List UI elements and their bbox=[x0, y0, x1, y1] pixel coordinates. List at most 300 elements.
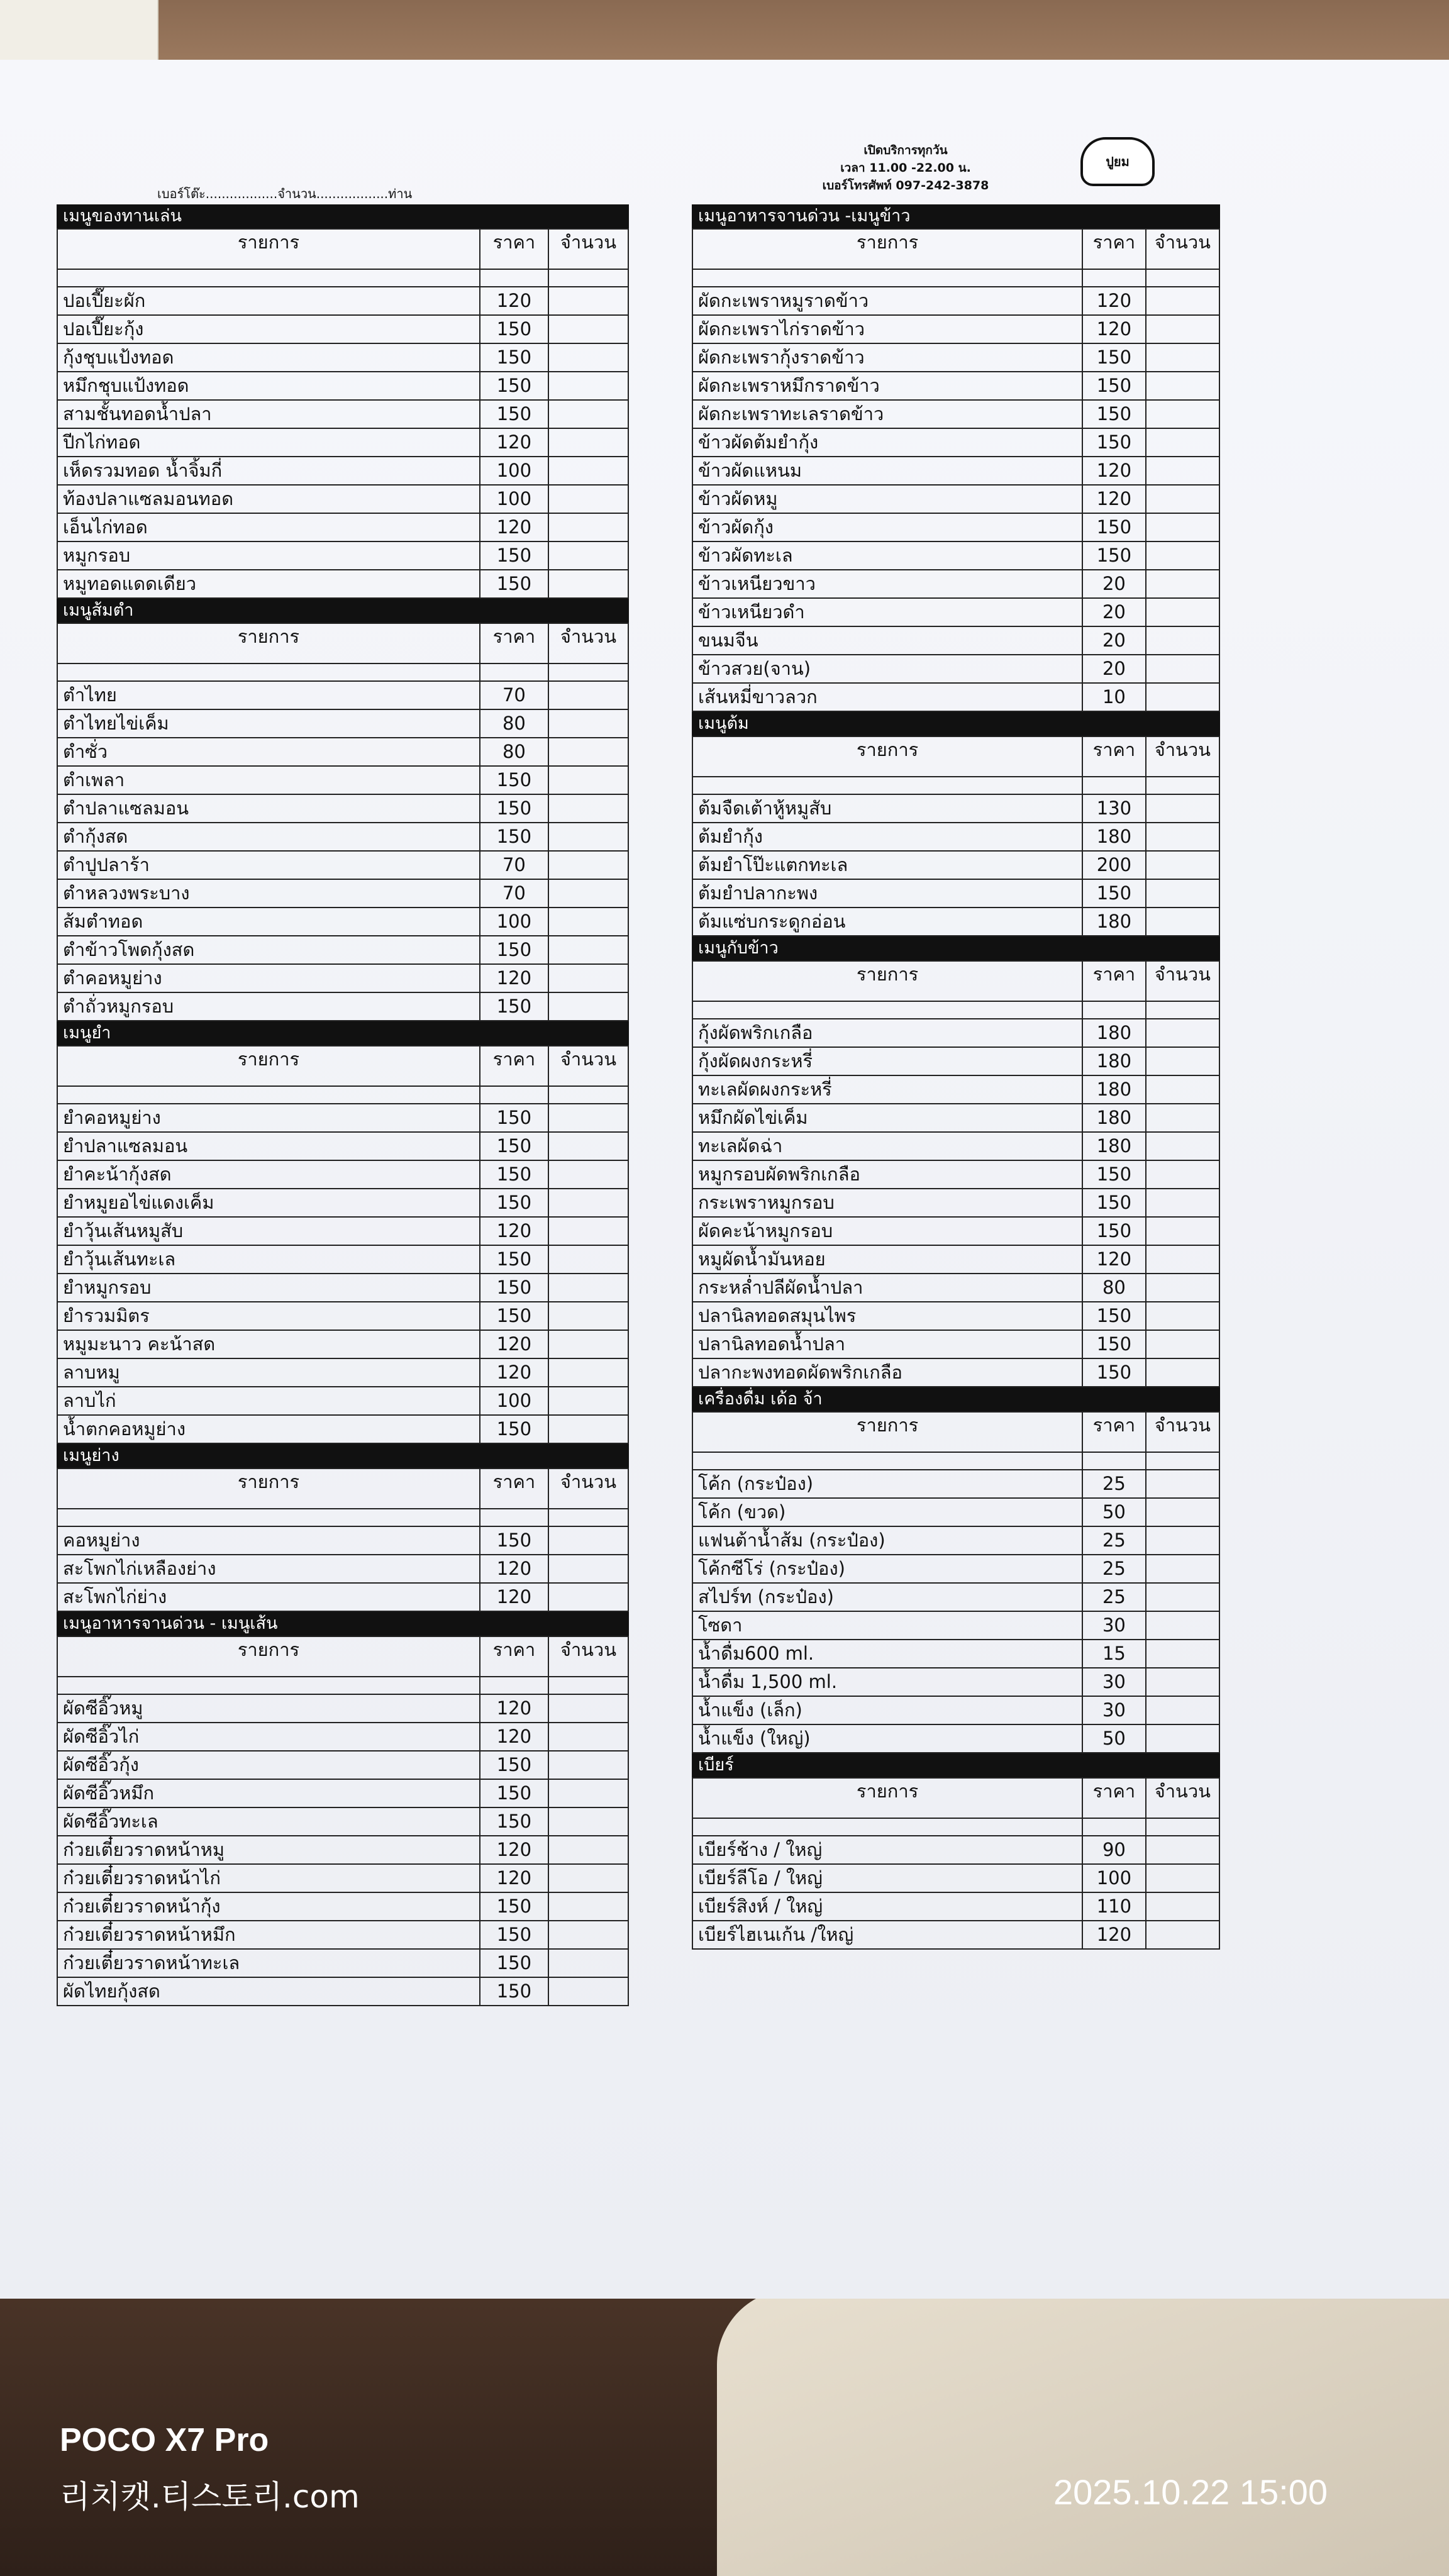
table-header-row bbox=[692, 961, 1219, 1001]
menu-item-name: กุ้งผัดผงกระหรี่ bbox=[692, 1047, 1082, 1075]
menu-item-qty-cell[interactable] bbox=[548, 1583, 628, 1611]
menu-item-name: หมูกรอบผัดพริกเกลือ bbox=[692, 1160, 1082, 1189]
column-header-qty: จำนวน bbox=[1146, 961, 1219, 1001]
menu-item-qty-cell[interactable] bbox=[548, 1526, 628, 1555]
menu-item-price: 150 bbox=[480, 1892, 548, 1921]
menu-item-qty-cell[interactable] bbox=[1146, 1160, 1219, 1189]
menu-item-qty-cell[interactable] bbox=[548, 485, 628, 513]
menu-item-price: 150 bbox=[480, 372, 548, 400]
menu-item-qty-cell[interactable] bbox=[548, 457, 628, 485]
menu-item-price: 130 bbox=[1082, 794, 1146, 823]
menu-item-qty-cell[interactable] bbox=[1146, 1274, 1219, 1302]
menu-item-qty-cell[interactable] bbox=[548, 1245, 628, 1274]
menu-item-price: 150 bbox=[1082, 1160, 1146, 1189]
menu-item-name: ปีกไก่ทอด bbox=[57, 428, 480, 457]
menu-item-name: ทะเลผัดผงกระหรี่ bbox=[692, 1075, 1082, 1104]
menu-item-qty-cell[interactable] bbox=[1146, 1302, 1219, 1330]
menu-item-name: โค้ก (กระป๋อง) bbox=[692, 1470, 1082, 1498]
menu-item-qty-cell[interactable] bbox=[1146, 683, 1219, 711]
menu-item-row bbox=[57, 343, 628, 372]
spacer-cell bbox=[57, 1509, 480, 1526]
menu-item-row bbox=[692, 908, 1219, 936]
column-header-qty: จำนวน bbox=[548, 1046, 628, 1086]
menu-item-qty-cell[interactable] bbox=[1146, 315, 1219, 343]
menu-item-row bbox=[692, 1274, 1219, 1302]
menu-item-row bbox=[692, 1189, 1219, 1217]
menu-item-name: ข้าวเหนียวดำ bbox=[692, 598, 1082, 626]
menu-item-qty-cell[interactable] bbox=[548, 1358, 628, 1387]
menu-item-qty-cell[interactable] bbox=[548, 738, 628, 766]
spacer-cell bbox=[57, 269, 480, 287]
menu-item-qty-cell[interactable] bbox=[1146, 851, 1219, 879]
spacer-cell bbox=[57, 663, 480, 681]
menu-item-price: 150 bbox=[480, 1274, 548, 1302]
column-header-qty: จำนวน bbox=[1146, 1778, 1219, 1818]
menu-item-price: 150 bbox=[480, 315, 548, 343]
menu-item-price: 180 bbox=[1082, 823, 1146, 851]
menu-item-price: 120 bbox=[480, 1555, 548, 1583]
menu-item-qty-cell[interactable] bbox=[548, 1751, 628, 1779]
menu-item-price: 150 bbox=[1082, 1358, 1146, 1387]
menu-item-qty-cell[interactable] bbox=[548, 343, 628, 372]
menu-item-name: ก๋วยเตี๋ยวราดหน้าทะเล bbox=[57, 1949, 480, 1977]
menu-item-price: 120 bbox=[1082, 315, 1146, 343]
menu-section bbox=[692, 712, 1220, 936]
column-header-price: ราคา bbox=[480, 1468, 548, 1509]
menu-item-name: สะโพกไก่ย่าง bbox=[57, 1583, 480, 1611]
menu-item-price: 30 bbox=[1082, 1611, 1146, 1640]
menu-item-qty-cell[interactable] bbox=[548, 428, 628, 457]
menu-table bbox=[57, 228, 629, 599]
menu-item-row bbox=[57, 1807, 628, 1836]
menu-item-row bbox=[57, 1217, 628, 1245]
menu-section bbox=[692, 936, 1220, 1387]
menu-item-row bbox=[57, 513, 628, 541]
menu-item-name: น้ำแข็ง (เล็ก) bbox=[692, 1696, 1082, 1724]
section-title: เมนูส้มตำ bbox=[57, 599, 629, 623]
menu-item-name: ปลานิลทอดสมุนไพร bbox=[692, 1302, 1082, 1330]
menu-table bbox=[692, 1777, 1220, 1950]
menu-item-qty-cell[interactable] bbox=[548, 1723, 628, 1751]
menu-item-name: ก๋วยเตี๋ยวราดหน้าไก่ bbox=[57, 1864, 480, 1892]
menu-item-price: 150 bbox=[1082, 1330, 1146, 1358]
menu-item-qty-cell[interactable] bbox=[548, 315, 628, 343]
menu-item-price: 100 bbox=[480, 457, 548, 485]
menu-item-price: 80 bbox=[1082, 1274, 1146, 1302]
menu-item-qty-cell[interactable] bbox=[548, 372, 628, 400]
menu-item-qty-cell[interactable] bbox=[1146, 1075, 1219, 1104]
menu-table bbox=[692, 960, 1220, 1387]
menu-item-row bbox=[692, 794, 1219, 823]
menu-item-qty-cell[interactable] bbox=[548, 1892, 628, 1921]
menu-item-row bbox=[57, 1160, 628, 1189]
menu-item-qty-cell[interactable] bbox=[1146, 1836, 1219, 1864]
menu-item-name: ต้มยำปลากะพง bbox=[692, 879, 1082, 908]
menu-item-name: หมูกรอบ bbox=[57, 541, 480, 570]
menu-item-row bbox=[692, 1836, 1219, 1864]
menu-item-row bbox=[57, 457, 628, 485]
menu-item-name: ลาบหมู bbox=[57, 1358, 480, 1387]
menu-table bbox=[57, 1468, 629, 1612]
menu-item-row bbox=[692, 1611, 1219, 1640]
menu-item-name: เส้นหมี่ขาวลวก bbox=[692, 683, 1082, 711]
section-title: เมนูยำ bbox=[57, 1021, 629, 1045]
menu-item-row bbox=[57, 287, 628, 315]
menu-item-name: ตำไทย bbox=[57, 681, 480, 709]
menu-item-price: 150 bbox=[480, 343, 548, 372]
spacer-cell bbox=[1146, 1818, 1219, 1836]
menu-item-qty-cell[interactable] bbox=[548, 1694, 628, 1723]
menu-item-qty-cell[interactable] bbox=[548, 1864, 628, 1892]
menu-item-row bbox=[692, 513, 1219, 541]
menu-item-qty-cell[interactable] bbox=[548, 1921, 628, 1949]
menu-item-qty-cell[interactable] bbox=[548, 1104, 628, 1132]
menu-item-qty-cell[interactable] bbox=[548, 287, 628, 315]
spacer-cell bbox=[1082, 1452, 1146, 1470]
menu-item-name: ต้มยำกุ้ง bbox=[692, 823, 1082, 851]
menu-item-price: 120 bbox=[1082, 1245, 1146, 1274]
menu-item-qty-cell[interactable] bbox=[548, 709, 628, 738]
menu-item-price: 150 bbox=[1082, 1189, 1146, 1217]
menu-item-name: ผัดคะน้าหมูกรอบ bbox=[692, 1217, 1082, 1245]
menu-item-name: ตำคอหมูย่าง bbox=[57, 964, 480, 992]
menu-item-row bbox=[57, 1302, 628, 1330]
menu-item-qty-cell[interactable] bbox=[548, 1949, 628, 1977]
menu-item-qty-cell[interactable] bbox=[548, 1807, 628, 1836]
column-header-qty: จำนวน bbox=[1146, 1412, 1219, 1452]
menu-item-qty-cell[interactable] bbox=[548, 964, 628, 992]
menu-item-qty-cell[interactable] bbox=[548, 1836, 628, 1864]
column-header-qty: จำนวน bbox=[1146, 736, 1219, 777]
menu-item-name: ผัดกะเพราไก่ราดข้าว bbox=[692, 315, 1082, 343]
spacer-cell bbox=[1082, 1001, 1146, 1019]
menu-item-qty-cell[interactable] bbox=[1146, 1470, 1219, 1498]
menu-item-name: กุ้งชุบแป้งทอด bbox=[57, 343, 480, 372]
menu-item-qty-cell[interactable] bbox=[1146, 1555, 1219, 1583]
menu-item-qty-cell[interactable] bbox=[548, 908, 628, 936]
menu-item-name: ผัดไทยกุ้งสด bbox=[57, 1977, 480, 2006]
menu-item-name: ยำปลาแซลมอน bbox=[57, 1132, 480, 1160]
menu-item-row bbox=[57, 1330, 628, 1358]
menu-item-row bbox=[692, 1555, 1219, 1583]
menu-item-qty-cell[interactable] bbox=[1146, 372, 1219, 400]
spacer-row bbox=[692, 1818, 1219, 1836]
column-header-item: รายการ bbox=[692, 229, 1082, 269]
menu-item-price: 180 bbox=[1082, 908, 1146, 936]
menu-item-price: 180 bbox=[1082, 1132, 1146, 1160]
menu-item-row bbox=[692, 1302, 1219, 1330]
menu-item-qty-cell[interactable] bbox=[548, 823, 628, 851]
phone-text: เบอร์โทรศัพท์ 097-242-3878 bbox=[822, 179, 989, 192]
menu-item-row bbox=[57, 1358, 628, 1387]
spacer-cell bbox=[480, 269, 548, 287]
menu-item-qty-cell[interactable] bbox=[548, 400, 628, 428]
menu-item-row bbox=[692, 626, 1219, 655]
menu-item-qty-cell[interactable] bbox=[1146, 1526, 1219, 1555]
menu-item-name: ต้มจืดเต้าหู้หมูสับ bbox=[692, 794, 1082, 823]
menu-item-price: 150 bbox=[480, 1104, 548, 1132]
menu-item-row bbox=[57, 1274, 628, 1302]
menu-item-qty-cell[interactable] bbox=[1146, 879, 1219, 908]
menu-item-qty-cell[interactable] bbox=[548, 1977, 628, 2006]
menu-item-row bbox=[692, 1160, 1219, 1189]
menu-item-qty-cell[interactable] bbox=[548, 1189, 628, 1217]
menu-item-price: 120 bbox=[480, 428, 548, 457]
menu-item-qty-cell[interactable] bbox=[1146, 1696, 1219, 1724]
menu-item-row bbox=[692, 485, 1219, 513]
menu-item-row bbox=[692, 1245, 1219, 1274]
menu-item-price: 150 bbox=[480, 936, 548, 964]
table-header-row bbox=[692, 1412, 1219, 1452]
menu-item-qty-cell[interactable] bbox=[1146, 513, 1219, 541]
menu-item-qty-cell[interactable] bbox=[1146, 794, 1219, 823]
menu-item-qty-cell[interactable] bbox=[548, 1274, 628, 1302]
menu-item-name: ผัดซีอิ๊วหมึก bbox=[57, 1779, 480, 1807]
menu-item-price: 100 bbox=[1082, 1864, 1146, 1892]
menu-item-name: เบียร์ไฮเนเก้น /ใหญ่ bbox=[692, 1921, 1082, 1949]
menu-table bbox=[57, 1045, 629, 1444]
menu-item-row bbox=[57, 400, 628, 428]
menu-item-qty-cell[interactable] bbox=[1146, 1583, 1219, 1611]
menu-item-qty-cell[interactable] bbox=[1146, 1019, 1219, 1047]
menu-item-row bbox=[57, 485, 628, 513]
menu-item-qty-cell[interactable] bbox=[1146, 1217, 1219, 1245]
menu-item-price: 25 bbox=[1082, 1555, 1146, 1583]
spacer-row bbox=[692, 1452, 1219, 1470]
table-header-row bbox=[57, 229, 628, 269]
menu-item-qty-cell[interactable] bbox=[1146, 1611, 1219, 1640]
menu-item-row bbox=[57, 992, 628, 1021]
menu-item-qty-cell[interactable] bbox=[548, 1217, 628, 1245]
menu-item-row bbox=[57, 541, 628, 570]
menu-item-qty-cell[interactable] bbox=[548, 794, 628, 823]
menu-item-price: 30 bbox=[1082, 1668, 1146, 1696]
menu-item-price: 150 bbox=[480, 1977, 548, 2006]
menu-item-qty-cell[interactable] bbox=[548, 879, 628, 908]
menu-item-qty-cell[interactable] bbox=[1146, 1104, 1219, 1132]
menu-item-row bbox=[57, 766, 628, 794]
column-header-qty: จำนวน bbox=[548, 229, 628, 269]
menu-item-name: ปลานิลทอดน้ำปลา bbox=[692, 1330, 1082, 1358]
menu-item-qty-cell[interactable] bbox=[548, 513, 628, 541]
menu-item-qty-cell[interactable] bbox=[1146, 1668, 1219, 1696]
menu-item-qty-cell[interactable] bbox=[1146, 457, 1219, 485]
menu-section bbox=[692, 1753, 1220, 1950]
menu-item-qty-cell[interactable] bbox=[548, 1555, 628, 1583]
section-title: เมนูอาหารจานด่วน - เมนูเส้น bbox=[57, 1612, 629, 1636]
menu-item-qty-cell[interactable] bbox=[1146, 400, 1219, 428]
menu-item-qty-cell[interactable] bbox=[548, 1415, 628, 1443]
column-header-qty: จำนวน bbox=[548, 623, 628, 663]
menu-item-row bbox=[57, 681, 628, 709]
menu-item-price: 70 bbox=[480, 851, 548, 879]
menu-item-price: 80 bbox=[480, 738, 548, 766]
menu-item-name: ตำซั่ว bbox=[57, 738, 480, 766]
menu-item-qty-cell[interactable] bbox=[1146, 655, 1219, 683]
menu-item-qty-cell[interactable] bbox=[1146, 626, 1219, 655]
spacer-cell bbox=[480, 663, 548, 681]
menu-item-price: 50 bbox=[1082, 1498, 1146, 1526]
menu-item-name: ยำหมูกรอบ bbox=[57, 1274, 480, 1302]
menu-item-row bbox=[57, 570, 628, 598]
menu-item-row bbox=[57, 1836, 628, 1864]
menu-item-qty-cell[interactable] bbox=[548, 1387, 628, 1415]
spacer-cell bbox=[57, 1086, 480, 1104]
menu-item-price: 150 bbox=[1082, 1217, 1146, 1245]
menu-item-qty-cell[interactable] bbox=[1146, 1921, 1219, 1949]
menu-item-qty-cell[interactable] bbox=[1146, 908, 1219, 936]
menu-item-qty-cell[interactable] bbox=[548, 992, 628, 1021]
menu-item-name: น้ำตกคอหมูย่าง bbox=[57, 1415, 480, 1443]
menu-item-row bbox=[57, 936, 628, 964]
menu-item-name: ขนมจีน bbox=[692, 626, 1082, 655]
spacer-row bbox=[57, 663, 628, 681]
menu-item-row bbox=[57, 1555, 628, 1583]
menu-item-qty-cell[interactable] bbox=[1146, 1864, 1219, 1892]
menu-item-name: ก๋วยเตี๋ยวราดหน้าหมู bbox=[57, 1836, 480, 1864]
menu-item-qty-cell[interactable] bbox=[548, 936, 628, 964]
menu-item-qty-cell[interactable] bbox=[1146, 1245, 1219, 1274]
menu-item-row bbox=[57, 315, 628, 343]
spacer-row bbox=[57, 1677, 628, 1694]
menu-item-qty-cell[interactable] bbox=[1146, 485, 1219, 513]
menu-item-qty-cell[interactable] bbox=[1146, 1330, 1219, 1358]
menu-item-qty-cell[interactable] bbox=[1146, 823, 1219, 851]
column-header-item: รายการ bbox=[692, 1412, 1082, 1452]
menu-item-row bbox=[57, 1949, 628, 1977]
menu-item-qty-cell[interactable] bbox=[548, 1330, 628, 1358]
menu-item-name: น้ำดื่ม600 ml. bbox=[692, 1640, 1082, 1668]
menu-item-name: หมูผัดน้ำมันหอย bbox=[692, 1245, 1082, 1274]
spacer-row bbox=[692, 777, 1219, 794]
menu-item-name: ข้าวสวย(จาน) bbox=[692, 655, 1082, 683]
menu-item-name: ก๋วยเตี๋ยวราดหน้าหมึก bbox=[57, 1921, 480, 1949]
menu-item-price: 10 bbox=[1082, 683, 1146, 711]
menu-item-qty-cell[interactable] bbox=[548, 766, 628, 794]
menu-item-price: 120 bbox=[480, 513, 548, 541]
menu-item-qty-cell[interactable] bbox=[548, 570, 628, 598]
menu-item-price: 120 bbox=[1082, 1921, 1146, 1949]
menu-item-name: ข้าวผัดต้มยำกุ้ง bbox=[692, 428, 1082, 457]
menu-item-row bbox=[692, 457, 1219, 485]
menu-item-qty-cell[interactable] bbox=[1146, 343, 1219, 372]
spacer-cell bbox=[480, 1509, 548, 1526]
spacer-cell bbox=[692, 1001, 1082, 1019]
menu-item-qty-cell[interactable] bbox=[1146, 1358, 1219, 1387]
menu-item-qty-cell[interactable] bbox=[548, 1779, 628, 1807]
column-header-price: ราคา bbox=[1082, 1778, 1146, 1818]
menu-item-price: 180 bbox=[1082, 1047, 1146, 1075]
menu-item-row bbox=[57, 1892, 628, 1921]
menu-item-price: 110 bbox=[1082, 1892, 1146, 1921]
menu-item-row bbox=[692, 851, 1219, 879]
menu-item-price: 100 bbox=[480, 485, 548, 513]
menu-item-qty-cell[interactable] bbox=[548, 681, 628, 709]
menu-item-row bbox=[692, 1864, 1219, 1892]
camera-watermark: POCO X7 Pro bbox=[60, 2422, 269, 2458]
menu-item-name: ตำถั่วหมูกรอบ bbox=[57, 992, 480, 1021]
menu-item-row bbox=[692, 541, 1219, 570]
menu-item-qty-cell[interactable] bbox=[1146, 1498, 1219, 1526]
menu-item-name: ผัดซีอิ๊วทะเล bbox=[57, 1807, 480, 1836]
menu-item-qty-cell[interactable] bbox=[548, 851, 628, 879]
menu-item-price: 150 bbox=[480, 1302, 548, 1330]
menu-item-name: น้ำดื่ม 1,500 ml. bbox=[692, 1668, 1082, 1696]
menu-item-row bbox=[692, 1358, 1219, 1387]
column-header-price: ราคา bbox=[1082, 961, 1146, 1001]
section-title: เมนูกับข้าว bbox=[692, 936, 1220, 960]
menu-item-qty-cell[interactable] bbox=[1146, 287, 1219, 315]
menu-item-qty-cell[interactable] bbox=[1146, 541, 1219, 570]
menu-item-qty-cell[interactable] bbox=[1146, 1132, 1219, 1160]
column-header-price: ราคา bbox=[480, 1636, 548, 1677]
menu-item-row bbox=[692, 823, 1219, 851]
menu-item-row bbox=[57, 794, 628, 823]
menu-item-qty-cell[interactable] bbox=[1146, 1724, 1219, 1753]
menu-item-price: 50 bbox=[1082, 1724, 1146, 1753]
column-header-item: รายการ bbox=[692, 961, 1082, 1001]
spacer-cell bbox=[692, 777, 1082, 794]
menu-item-price: 15 bbox=[1082, 1640, 1146, 1668]
menu-item-qty-cell[interactable] bbox=[1146, 428, 1219, 457]
menu-item-row bbox=[57, 1415, 628, 1443]
menu-item-qty-cell[interactable] bbox=[1146, 570, 1219, 598]
menu-item-row bbox=[57, 1694, 628, 1723]
menu-item-name: เบียร์ช้าง / ใหญ่ bbox=[692, 1836, 1082, 1864]
menu-item-name: คอหมูย่าง bbox=[57, 1526, 480, 1555]
menu-item-qty-cell[interactable] bbox=[548, 1302, 628, 1330]
menu-item-row bbox=[692, 879, 1219, 908]
menu-item-qty-cell[interactable] bbox=[548, 541, 628, 570]
menu-item-name: ผัดกะเพราทะเลราดข้าว bbox=[692, 400, 1082, 428]
menu-item-row bbox=[692, 428, 1219, 457]
menu-item-qty-cell[interactable] bbox=[1146, 1892, 1219, 1921]
menu-item-price: 150 bbox=[480, 1949, 548, 1977]
menu-item-name: กระหล่ำปลีผัดน้ำปลา bbox=[692, 1274, 1082, 1302]
column-header-price: ราคา bbox=[480, 1046, 548, 1086]
menu-item-price: 150 bbox=[480, 794, 548, 823]
menu-item-row bbox=[57, 1189, 628, 1217]
menu-item-price: 150 bbox=[480, 400, 548, 428]
menu-item-row bbox=[692, 1724, 1219, 1753]
menu-item-qty-cell[interactable] bbox=[1146, 1640, 1219, 1668]
menu-item-qty-cell[interactable] bbox=[548, 1160, 628, 1189]
menu-item-price: 120 bbox=[1082, 485, 1146, 513]
right-menu-column bbox=[692, 204, 1220, 1950]
menu-item-qty-cell[interactable] bbox=[1146, 1047, 1219, 1075]
menu-item-price: 150 bbox=[1082, 541, 1146, 570]
menu-item-row bbox=[692, 1217, 1219, 1245]
menu-item-price: 25 bbox=[1082, 1470, 1146, 1498]
menu-item-row bbox=[692, 570, 1219, 598]
menu-item-name: ผัดซีอิ๊วหมู bbox=[57, 1694, 480, 1723]
menu-item-qty-cell[interactable] bbox=[1146, 598, 1219, 626]
menu-item-row bbox=[692, 598, 1219, 626]
menu-item-price: 150 bbox=[1082, 400, 1146, 428]
menu-item-row bbox=[57, 372, 628, 400]
menu-item-name: ตำปูปลาร้า bbox=[57, 851, 480, 879]
menu-item-name: ตำกุ้งสด bbox=[57, 823, 480, 851]
open-daily-text: เปิดบริการทุกวัน bbox=[863, 143, 948, 157]
menu-item-qty-cell[interactable] bbox=[1146, 1189, 1219, 1217]
table-number-line: เบอร์โต๊ะ..................จำนวน..................ท่าน bbox=[157, 186, 413, 201]
hours-text: เวลา 11.00 -22.00 น. bbox=[840, 161, 971, 175]
table-header-row bbox=[692, 736, 1219, 777]
restaurant-info bbox=[805, 142, 1006, 194]
menu-item-qty-cell[interactable] bbox=[548, 1132, 628, 1160]
menu-item-price: 150 bbox=[480, 1779, 548, 1807]
menu-item-row bbox=[692, 1892, 1219, 1921]
